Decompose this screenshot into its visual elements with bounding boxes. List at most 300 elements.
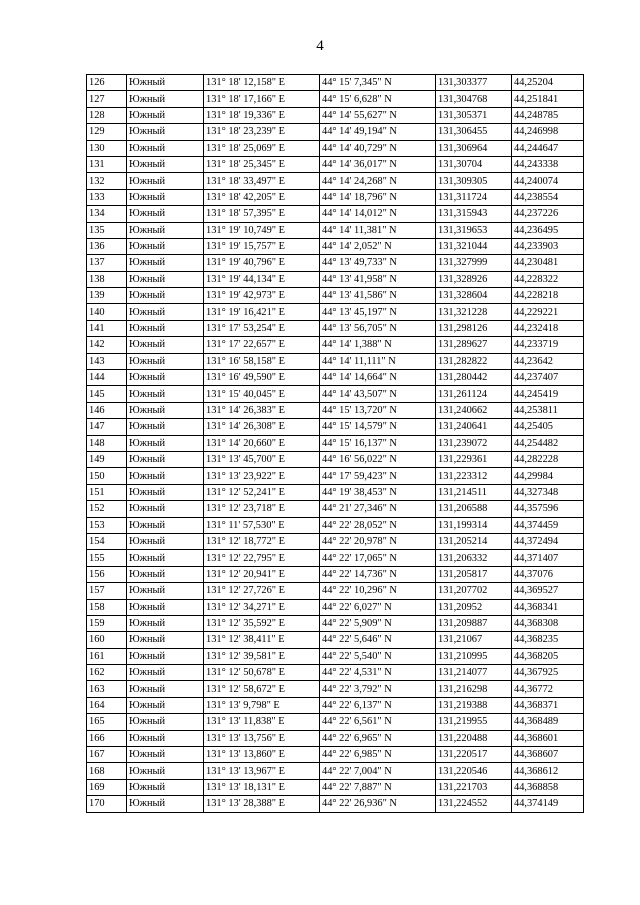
longitude-dms-cell: 131° 17' 22,657" E (204, 337, 320, 353)
latitude-decimal-cell: 44,237226 (512, 206, 584, 222)
table-row (87, 501, 584, 517)
longitude-decimal-cell: 131,240641 (436, 419, 512, 435)
table-row (87, 648, 584, 664)
latitude-decimal-cell: 44,371407 (512, 550, 584, 566)
point-number-cell: 151 (87, 484, 127, 500)
latitude-dms-cell: 44° 22' 14,736" N (320, 566, 436, 582)
latitude-dms-cell: 44° 14' 14,664" N (320, 370, 436, 386)
table-row (87, 222, 584, 238)
latitude-dms-cell: 44° 14' 11,111" N (320, 353, 436, 369)
latitude-decimal-cell: 44,282228 (512, 451, 584, 467)
latitude-decimal-cell: 44,368205 (512, 648, 584, 664)
latitude-decimal-cell: 44,246998 (512, 124, 584, 140)
longitude-decimal-cell: 131,220517 (436, 747, 512, 763)
longitude-decimal-cell: 131,221703 (436, 779, 512, 795)
area-name-cell: Южный (127, 583, 204, 599)
longitude-dms-cell: 131° 12' 35,592" E (204, 615, 320, 631)
longitude-dms-cell: 131° 12' 20,941" E (204, 566, 320, 582)
longitude-decimal-cell: 131,239072 (436, 435, 512, 451)
latitude-dms-cell: 44° 13' 45,197" N (320, 304, 436, 320)
point-number-cell: 167 (87, 747, 127, 763)
table-row (87, 681, 584, 697)
page-number: 4 (316, 38, 324, 54)
table-row (87, 91, 584, 107)
latitude-dms-cell: 44° 22' 4,531" N (320, 665, 436, 681)
area-name-cell: Южный (127, 665, 204, 681)
area-name-cell: Южный (127, 189, 204, 205)
area-name-cell: Южный (127, 501, 204, 517)
latitude-decimal-cell: 44,37076 (512, 566, 584, 582)
point-number-cell: 161 (87, 648, 127, 664)
table-row (87, 238, 584, 254)
latitude-dms-cell: 44° 13' 56,705" N (320, 320, 436, 336)
point-number-cell: 129 (87, 124, 127, 140)
latitude-decimal-cell: 44,240074 (512, 173, 584, 189)
longitude-dms-cell: 131° 13' 9,798" E (204, 697, 320, 713)
longitude-decimal-cell: 131,327999 (436, 255, 512, 271)
table-row (87, 566, 584, 582)
point-number-cell: 142 (87, 337, 127, 353)
table-row (87, 124, 584, 140)
table-row (87, 730, 584, 746)
latitude-dms-cell: 44° 14' 24,268" N (320, 173, 436, 189)
latitude-decimal-cell: 44,372494 (512, 533, 584, 549)
longitude-decimal-cell: 131,289627 (436, 337, 512, 353)
longitude-decimal-cell: 131,328926 (436, 271, 512, 287)
table-row (87, 517, 584, 533)
latitude-decimal-cell: 44,374149 (512, 796, 584, 812)
latitude-dms-cell: 44° 13' 41,958" N (320, 271, 436, 287)
longitude-dms-cell: 131° 13' 45,700" E (204, 451, 320, 467)
point-number-cell: 132 (87, 173, 127, 189)
latitude-decimal-cell: 44,368601 (512, 730, 584, 746)
point-number-cell: 155 (87, 550, 127, 566)
longitude-decimal-cell: 131,309305 (436, 173, 512, 189)
latitude-dms-cell: 44° 22' 17,065" N (320, 550, 436, 566)
longitude-decimal-cell: 131,219955 (436, 714, 512, 730)
longitude-dms-cell: 131° 18' 42,205" E (204, 189, 320, 205)
point-number-cell: 159 (87, 615, 127, 631)
point-number-cell: 152 (87, 501, 127, 517)
longitude-decimal-cell: 131,206332 (436, 550, 512, 566)
latitude-dms-cell: 44° 22' 6,027" N (320, 599, 436, 615)
latitude-dms-cell: 44° 22' 6,985" N (320, 747, 436, 763)
longitude-dms-cell: 131° 18' 25,345" E (204, 156, 320, 172)
point-number-cell: 160 (87, 632, 127, 648)
area-name-cell: Южный (127, 697, 204, 713)
longitude-decimal-cell: 131,282822 (436, 353, 512, 369)
area-name-cell: Южный (127, 796, 204, 812)
latitude-decimal-cell: 44,248785 (512, 107, 584, 123)
area-name-cell: Южный (127, 271, 204, 287)
point-number-cell: 137 (87, 255, 127, 271)
longitude-decimal-cell: 131,306455 (436, 124, 512, 140)
latitude-dms-cell: 44° 14' 55,627" N (320, 107, 436, 123)
latitude-decimal-cell: 44,369527 (512, 583, 584, 599)
latitude-decimal-cell: 44,228322 (512, 271, 584, 287)
point-number-cell: 138 (87, 271, 127, 287)
table-row (87, 550, 584, 566)
table-row (87, 337, 584, 353)
longitude-decimal-cell: 131,214511 (436, 484, 512, 500)
latitude-dms-cell: 44° 22' 26,936" N (320, 796, 436, 812)
latitude-decimal-cell: 44,368612 (512, 763, 584, 779)
point-number-cell: 130 (87, 140, 127, 156)
table-row (87, 779, 584, 795)
latitude-decimal-cell: 44,232418 (512, 320, 584, 336)
latitude-dms-cell: 44° 15' 7,345" N (320, 75, 436, 91)
table-row (87, 156, 584, 172)
point-number-cell: 135 (87, 222, 127, 238)
latitude-dms-cell: 44° 22' 6,561" N (320, 714, 436, 730)
area-name-cell: Южный (127, 599, 204, 615)
table-row (87, 763, 584, 779)
table-row (87, 451, 584, 467)
point-number-cell: 143 (87, 353, 127, 369)
longitude-dms-cell: 131° 19' 15,757" E (204, 238, 320, 254)
longitude-dms-cell: 131° 16' 49,590" E (204, 370, 320, 386)
point-number-cell: 140 (87, 304, 127, 320)
table-row (87, 107, 584, 123)
area-name-cell: Южный (127, 615, 204, 631)
latitude-decimal-cell: 44,367925 (512, 665, 584, 681)
longitude-decimal-cell: 131,223312 (436, 468, 512, 484)
latitude-decimal-cell: 44,36772 (512, 681, 584, 697)
point-number-cell: 164 (87, 697, 127, 713)
table-row (87, 599, 584, 615)
area-name-cell: Южный (127, 451, 204, 467)
table-row (87, 288, 584, 304)
longitude-dms-cell: 131° 18' 19,336" E (204, 107, 320, 123)
latitude-decimal-cell: 44,237407 (512, 370, 584, 386)
table-row (87, 615, 584, 631)
latitude-decimal-cell: 44,357596 (512, 501, 584, 517)
latitude-dms-cell: 44° 14' 40,729" N (320, 140, 436, 156)
latitude-dms-cell: 44° 13' 41,586" N (320, 288, 436, 304)
area-name-cell: Южный (127, 484, 204, 500)
table-row (87, 632, 584, 648)
point-number-cell: 145 (87, 386, 127, 402)
area-name-cell: Южный (127, 648, 204, 664)
longitude-decimal-cell: 131,206588 (436, 501, 512, 517)
latitude-dms-cell: 44° 22' 6,965" N (320, 730, 436, 746)
latitude-decimal-cell: 44,230481 (512, 255, 584, 271)
longitude-decimal-cell: 131,224552 (436, 796, 512, 812)
latitude-decimal-cell: 44,368607 (512, 747, 584, 763)
longitude-dms-cell: 131° 12' 34,271" E (204, 599, 320, 615)
latitude-decimal-cell: 44,368235 (512, 632, 584, 648)
area-name-cell: Южный (127, 517, 204, 533)
table-row (87, 747, 584, 763)
latitude-decimal-cell: 44,233719 (512, 337, 584, 353)
point-number-cell: 131 (87, 156, 127, 172)
area-name-cell: Южный (127, 730, 204, 746)
longitude-dms-cell: 131° 19' 10,749" E (204, 222, 320, 238)
coordinates-table (86, 74, 584, 813)
longitude-decimal-cell: 131,305371 (436, 107, 512, 123)
latitude-decimal-cell: 44,368858 (512, 779, 584, 795)
latitude-decimal-cell: 44,25204 (512, 75, 584, 91)
latitude-decimal-cell: 44,228218 (512, 288, 584, 304)
longitude-dms-cell: 131° 18' 23,239" E (204, 124, 320, 140)
longitude-decimal-cell: 131,303377 (436, 75, 512, 91)
latitude-decimal-cell: 44,238554 (512, 189, 584, 205)
point-number-cell: 157 (87, 583, 127, 599)
longitude-decimal-cell: 131,210995 (436, 648, 512, 664)
longitude-dms-cell: 131° 13' 23,922" E (204, 468, 320, 484)
longitude-dms-cell: 131° 15' 40,045" E (204, 386, 320, 402)
latitude-decimal-cell: 44,368341 (512, 599, 584, 615)
table-row (87, 320, 584, 336)
longitude-decimal-cell: 131,298126 (436, 320, 512, 336)
longitude-dms-cell: 131° 13' 18,131" E (204, 779, 320, 795)
area-name-cell: Южный (127, 107, 204, 123)
area-name-cell: Южный (127, 779, 204, 795)
latitude-decimal-cell: 44,327348 (512, 484, 584, 500)
point-number-cell: 126 (87, 75, 127, 91)
area-name-cell: Южный (127, 288, 204, 304)
area-name-cell: Южный (127, 156, 204, 172)
longitude-decimal-cell: 131,21067 (436, 632, 512, 648)
latitude-decimal-cell: 44,245419 (512, 386, 584, 402)
longitude-decimal-cell: 131,229361 (436, 451, 512, 467)
longitude-decimal-cell: 131,280442 (436, 370, 512, 386)
point-number-cell: 147 (87, 419, 127, 435)
area-name-cell: Южный (127, 75, 204, 91)
latitude-dms-cell: 44° 17' 59,423" N (320, 468, 436, 484)
longitude-dms-cell: 131° 18' 12,158" E (204, 75, 320, 91)
latitude-decimal-cell: 44,368308 (512, 615, 584, 631)
point-number-cell: 158 (87, 599, 127, 615)
longitude-dms-cell: 131° 14' 20,660" E (204, 435, 320, 451)
table-row (87, 386, 584, 402)
longitude-dms-cell: 131° 19' 16,421" E (204, 304, 320, 320)
area-name-cell: Южный (127, 419, 204, 435)
latitude-decimal-cell: 44,368489 (512, 714, 584, 730)
point-number-cell: 146 (87, 402, 127, 418)
longitude-decimal-cell: 131,209887 (436, 615, 512, 631)
latitude-decimal-cell: 44,229221 (512, 304, 584, 320)
longitude-dms-cell: 131° 12' 58,672" E (204, 681, 320, 697)
table-row (87, 697, 584, 713)
latitude-dms-cell: 44° 22' 3,792" N (320, 681, 436, 697)
table-row (87, 206, 584, 222)
latitude-decimal-cell: 44,368371 (512, 697, 584, 713)
latitude-dms-cell: 44° 14' 43,507" N (320, 386, 436, 402)
area-name-cell: Южный (127, 320, 204, 336)
table-row (87, 255, 584, 271)
latitude-dms-cell: 44° 14' 1,388" N (320, 337, 436, 353)
longitude-decimal-cell: 131,328604 (436, 288, 512, 304)
area-name-cell: Южный (127, 747, 204, 763)
point-number-cell: 165 (87, 714, 127, 730)
latitude-dms-cell: 44° 14' 2,052" N (320, 238, 436, 254)
area-name-cell: Южный (127, 238, 204, 254)
longitude-decimal-cell: 131,311724 (436, 189, 512, 205)
table-row (87, 714, 584, 730)
longitude-decimal-cell: 131,315943 (436, 206, 512, 222)
longitude-decimal-cell: 131,199314 (436, 517, 512, 533)
longitude-decimal-cell: 131,205817 (436, 566, 512, 582)
longitude-decimal-cell: 131,304768 (436, 91, 512, 107)
point-number-cell: 139 (87, 288, 127, 304)
table-row (87, 484, 584, 500)
latitude-dms-cell: 44° 15' 6,628" N (320, 91, 436, 107)
point-number-cell: 128 (87, 107, 127, 123)
latitude-dms-cell: 44° 14' 14,012" N (320, 206, 436, 222)
table-row (87, 353, 584, 369)
latitude-dms-cell: 44° 22' 5,909" N (320, 615, 436, 631)
area-name-cell: Южный (127, 566, 204, 582)
latitude-dms-cell: 44° 14' 11,381" N (320, 222, 436, 238)
latitude-dms-cell: 44° 22' 6,137" N (320, 697, 436, 713)
longitude-dms-cell: 131° 12' 18,772" E (204, 533, 320, 549)
point-number-cell: 169 (87, 779, 127, 795)
latitude-decimal-cell: 44,253811 (512, 402, 584, 418)
longitude-dms-cell: 131° 12' 52,241" E (204, 484, 320, 500)
point-number-cell: 156 (87, 566, 127, 582)
point-number-cell: 144 (87, 370, 127, 386)
table-row (87, 796, 584, 812)
area-name-cell: Южный (127, 140, 204, 156)
area-name-cell: Южный (127, 763, 204, 779)
latitude-dms-cell: 44° 22' 28,052" N (320, 517, 436, 533)
area-name-cell: Южный (127, 337, 204, 353)
table-row (87, 173, 584, 189)
longitude-decimal-cell: 131,214077 (436, 665, 512, 681)
latitude-dms-cell: 44° 22' 5,540" N (320, 648, 436, 664)
area-name-cell: Южный (127, 632, 204, 648)
longitude-decimal-cell: 131,261124 (436, 386, 512, 402)
longitude-decimal-cell: 131,205214 (436, 533, 512, 549)
table-row (87, 140, 584, 156)
point-number-cell: 133 (87, 189, 127, 205)
table-row (87, 402, 584, 418)
point-number-cell: 149 (87, 451, 127, 467)
latitude-dms-cell: 44° 22' 7,004" N (320, 763, 436, 779)
latitude-dms-cell: 44° 22' 7,887" N (320, 779, 436, 795)
coordinates-table-body (87, 75, 584, 813)
longitude-decimal-cell: 131,220546 (436, 763, 512, 779)
point-number-cell: 150 (87, 468, 127, 484)
point-number-cell: 163 (87, 681, 127, 697)
longitude-decimal-cell: 131,216298 (436, 681, 512, 697)
longitude-dms-cell: 131° 12' 27,726" E (204, 583, 320, 599)
longitude-dms-cell: 131° 13' 11,838" E (204, 714, 320, 730)
point-number-cell: 153 (87, 517, 127, 533)
table-row (87, 583, 584, 599)
area-name-cell: Южный (127, 206, 204, 222)
longitude-dms-cell: 131° 18' 33,497" E (204, 173, 320, 189)
latitude-dms-cell: 44° 21' 27,346" N (320, 501, 436, 517)
longitude-dms-cell: 131° 13' 28,388" E (204, 796, 320, 812)
table-row (87, 533, 584, 549)
point-number-cell: 168 (87, 763, 127, 779)
point-number-cell: 127 (87, 91, 127, 107)
longitude-dms-cell: 131° 14' 26,383" E (204, 402, 320, 418)
latitude-decimal-cell: 44,236495 (512, 222, 584, 238)
latitude-dms-cell: 44° 16' 56,022" N (320, 451, 436, 467)
latitude-dms-cell: 44° 22' 20,978" N (320, 533, 436, 549)
longitude-dms-cell: 131° 14' 26,308" E (204, 419, 320, 435)
longitude-dms-cell: 131° 16' 58,158" E (204, 353, 320, 369)
latitude-decimal-cell: 44,243338 (512, 156, 584, 172)
longitude-dms-cell: 131° 18' 57,395" E (204, 206, 320, 222)
table-row (87, 665, 584, 681)
point-number-cell: 170 (87, 796, 127, 812)
area-name-cell: Южный (127, 468, 204, 484)
area-name-cell: Южный (127, 681, 204, 697)
latitude-decimal-cell: 44,374459 (512, 517, 584, 533)
longitude-dms-cell: 131° 12' 38,411" E (204, 632, 320, 648)
latitude-dms-cell: 44° 22' 5,646" N (320, 632, 436, 648)
area-name-cell: Южный (127, 222, 204, 238)
latitude-decimal-cell: 44,25405 (512, 419, 584, 435)
longitude-dms-cell: 131° 18' 25,069" E (204, 140, 320, 156)
area-name-cell: Южный (127, 173, 204, 189)
table-row (87, 271, 584, 287)
longitude-dms-cell: 131° 19' 42,973" E (204, 288, 320, 304)
longitude-dms-cell: 131° 19' 44,134" E (204, 271, 320, 287)
latitude-dms-cell: 44° 14' 49,194" N (320, 124, 436, 140)
point-number-cell: 134 (87, 206, 127, 222)
point-number-cell: 148 (87, 435, 127, 451)
area-name-cell: Южный (127, 714, 204, 730)
longitude-dms-cell: 131° 12' 22,795" E (204, 550, 320, 566)
longitude-dms-cell: 131° 11' 57,530" E (204, 517, 320, 533)
longitude-decimal-cell: 131,321044 (436, 238, 512, 254)
latitude-decimal-cell: 44,29984 (512, 468, 584, 484)
longitude-dms-cell: 131° 12' 39,581" E (204, 648, 320, 664)
table-row (87, 370, 584, 386)
area-name-cell: Южный (127, 386, 204, 402)
area-name-cell: Южный (127, 353, 204, 369)
latitude-decimal-cell: 44,254482 (512, 435, 584, 451)
longitude-decimal-cell: 131,240662 (436, 402, 512, 418)
area-name-cell: Южный (127, 370, 204, 386)
longitude-decimal-cell: 131,20952 (436, 599, 512, 615)
point-number-cell: 136 (87, 238, 127, 254)
latitude-dms-cell: 44° 15' 16,137" N (320, 435, 436, 451)
longitude-decimal-cell: 131,207702 (436, 583, 512, 599)
point-number-cell: 166 (87, 730, 127, 746)
longitude-dms-cell: 131° 19' 40,796" E (204, 255, 320, 271)
longitude-decimal-cell: 131,319653 (436, 222, 512, 238)
longitude-dms-cell: 131° 13' 13,967" E (204, 763, 320, 779)
point-number-cell: 162 (87, 665, 127, 681)
longitude-decimal-cell: 131,220488 (436, 730, 512, 746)
latitude-dms-cell: 44° 14' 18,796" N (320, 189, 436, 205)
latitude-decimal-cell: 44,23642 (512, 353, 584, 369)
point-number-cell: 141 (87, 320, 127, 336)
latitude-decimal-cell: 44,251841 (512, 91, 584, 107)
latitude-dms-cell: 44° 15' 13,720" N (320, 402, 436, 418)
latitude-dms-cell: 44° 14' 36,017" N (320, 156, 436, 172)
area-name-cell: Южный (127, 304, 204, 320)
latitude-dms-cell: 44° 15' 14,579" N (320, 419, 436, 435)
area-name-cell: Южный (127, 402, 204, 418)
longitude-dms-cell: 131° 18' 17,166" E (204, 91, 320, 107)
longitude-dms-cell: 131° 13' 13,860" E (204, 747, 320, 763)
area-name-cell: Южный (127, 124, 204, 140)
longitude-decimal-cell: 131,306964 (436, 140, 512, 156)
longitude-decimal-cell: 131,321228 (436, 304, 512, 320)
table-row (87, 468, 584, 484)
longitude-dms-cell: 131° 17' 53,254" E (204, 320, 320, 336)
table-row (87, 419, 584, 435)
area-name-cell: Южный (127, 550, 204, 566)
point-number-cell: 154 (87, 533, 127, 549)
